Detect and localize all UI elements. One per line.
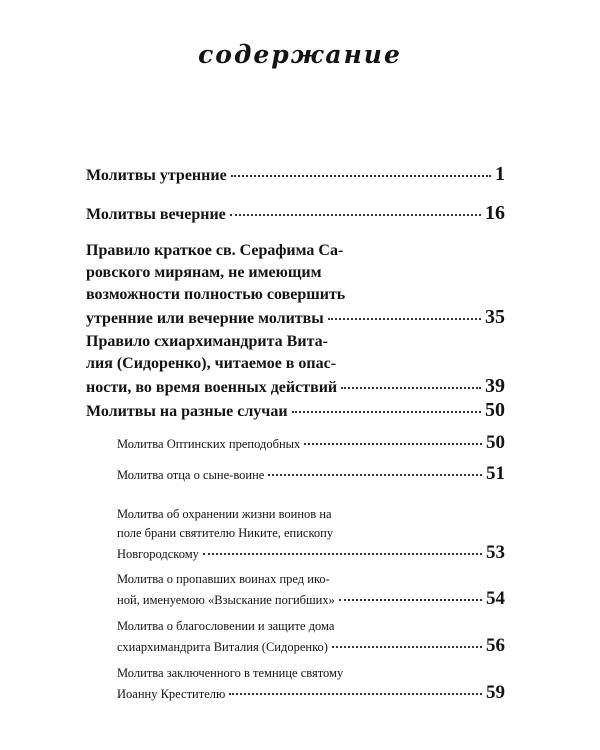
toc-entry-text: ной, именуемою «Взыскание погибших» xyxy=(117,593,335,607)
dot-leader xyxy=(341,386,481,389)
toc-entry-text: Молитва о пропавших воинах пред ико- xyxy=(117,572,330,586)
page-number: 16 xyxy=(485,202,505,224)
toc-entry-text: Молитва заключенного в темнице святому xyxy=(117,666,344,680)
page-number: 51 xyxy=(486,463,505,484)
page-number: 50 xyxy=(486,432,505,453)
dot-leader xyxy=(328,317,481,320)
page-number: 53 xyxy=(486,542,505,563)
toc-entry-prisoner-prayer xyxy=(117,664,505,704)
page-number: 50 xyxy=(485,399,505,421)
page-number: 35 xyxy=(485,306,505,328)
page-number: 56 xyxy=(486,635,505,656)
toc-entry-seraphim-rule xyxy=(86,240,505,330)
toc-entry-text: Молитва отца о сыне-воине xyxy=(117,468,265,482)
dot-leader xyxy=(268,473,482,476)
page-title: содержание xyxy=(198,40,402,69)
toc-entry-text: Молитвы утренние xyxy=(86,167,227,184)
dot-leader xyxy=(304,442,482,445)
toc-entry-vitaly-rule xyxy=(86,331,505,399)
toc-entry-text: ровского мирянам, не имеющим xyxy=(86,264,322,281)
toc-entry-text: поле брани святителю Никите, епископу xyxy=(117,526,334,540)
toc-entry-father-son-prayer xyxy=(117,464,505,485)
dot-leader xyxy=(332,645,482,648)
toc-entry-optina-prayer xyxy=(117,433,505,454)
toc-entry-text: Молитвы на разные случаи xyxy=(86,403,288,420)
toc-entry-missing-soldiers-prayer xyxy=(117,570,505,610)
toc-entry-nikita-prayer xyxy=(117,505,505,564)
dot-leader xyxy=(230,213,481,216)
toc-entry-text: Новгородскому xyxy=(117,547,199,561)
page-number: 59 xyxy=(486,682,505,703)
toc-entry-text: схиархимандрита Виталия (Сидоренко) xyxy=(117,640,328,654)
toc-entry-various-prayers xyxy=(86,399,505,423)
toc-entry-text: Молитвы вечерние xyxy=(86,206,226,223)
dot-leader xyxy=(229,692,482,695)
toc-entry-text: Правило краткое св. Серафима Са- xyxy=(86,242,344,259)
toc-entry-home-blessing-prayer xyxy=(117,617,505,657)
toc-entry-morning-prayers xyxy=(86,163,505,187)
toc-entry-text: возможности полностью совершить xyxy=(86,286,346,303)
toc-entry-text: Молитва об охранении жизни воинов на xyxy=(117,507,332,521)
toc-entry-evening-prayers xyxy=(86,202,505,226)
toc-entry-text: Правило схиархимандрита Вита- xyxy=(86,333,328,350)
toc-entry-text: Молитва о благословении и защите дома xyxy=(117,619,335,633)
dot-leader xyxy=(203,552,482,555)
page-number: 39 xyxy=(485,375,505,397)
dot-leader xyxy=(339,598,482,601)
dot-leader xyxy=(231,174,491,177)
page-number: 1 xyxy=(495,163,505,185)
toc-entry-text: утренние или вечерние молитвы xyxy=(86,310,324,327)
toc-entry-text: Молитва Оптинских преподобных xyxy=(117,437,301,451)
toc-entry-text: лия (Сидоренко), читаемое в опас- xyxy=(86,355,337,372)
toc-entry-text: ности, во время военных действий xyxy=(86,379,338,396)
toc-entry-text: Иоанну Крестителю xyxy=(117,687,226,701)
page-number: 54 xyxy=(486,588,505,609)
dot-leader xyxy=(292,410,481,413)
